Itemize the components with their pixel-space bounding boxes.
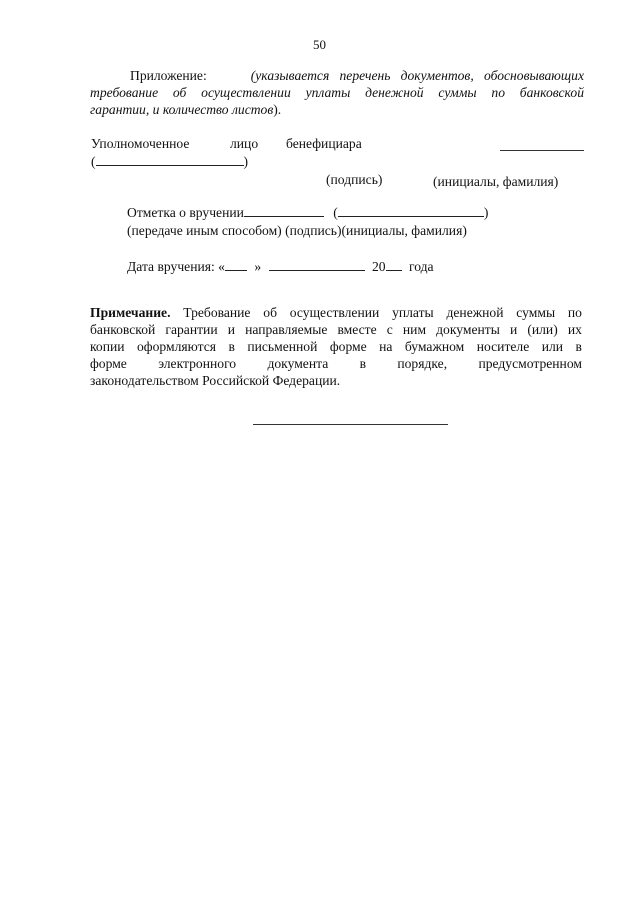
appendix-line-1 [90,67,584,84]
note-word: или [541,339,564,354]
note-word: письменной [247,339,318,354]
date-day-blank [225,258,247,271]
note-word: об [263,305,277,320]
signature-caption: (подпись) [326,172,383,187]
delivery-sublabel: (передаче иным способом) (подпись)(инициалы, фамилия) [127,223,467,238]
delivery-open-paren: ( [333,205,338,220]
delivery-date-mid: » [254,259,262,274]
note-word: осуществлении [289,305,380,320]
note-word: в [359,356,367,371]
note-word: законодательством Российской Федерации. [90,373,341,388]
delivery-label: Отметка о вручении [127,205,244,220]
note-word: бумажном [404,339,465,354]
year-blank [386,258,402,271]
note-word: и [227,322,235,337]
beneficiary-word-1: Уполномоченное [91,136,190,151]
note-word: порядке, [397,356,448,371]
appendix-line-2 [90,84,584,101]
note-paragraph [90,304,582,389]
note-word: и [509,322,518,337]
end-divider [253,424,448,425]
note-word: предусмотренном [478,356,582,371]
note-word: электронного [158,356,237,371]
note-word: документы [436,322,500,337]
appendix-line-3 [90,101,584,118]
note-heading: Примечание. [90,305,171,320]
appendix-italic-1: (указывается перечень документов, обосновывающих [250,68,584,83]
note-line-1 [90,304,582,321]
note-word: форме [329,339,367,354]
note-word: гарантии [165,322,218,337]
delivery-close-paren: ) [483,205,489,220]
delivery-mark-line [127,204,488,220]
beneficiary-word-3: бенефициара [286,136,362,151]
beneficiary-word-2: лицо [230,136,259,151]
beneficiary-name-field [91,153,248,169]
year-suffix: года [409,259,434,274]
note-word: банковской [90,322,156,337]
note-word: вместе [337,322,377,337]
note-word: их [567,322,582,337]
beneficiary-close-paren: ) [243,154,249,169]
note-word: носителе [476,339,530,354]
delivery-date-line [127,258,434,274]
note-word: форме [90,356,127,371]
note-word: суммы [516,305,556,320]
note-word: денежной [446,305,504,320]
note-word: в [575,339,582,354]
note-word: уплаты [392,305,434,320]
note-word: направляемые [245,322,328,337]
note-word: (или) [527,322,558,337]
note-line-3 [90,338,582,355]
appendix-lead: Приложение: [130,68,207,83]
note-line-2 [90,321,582,338]
name-caption: (инициалы, фамилия) [433,174,559,189]
note-word: ним [402,322,427,337]
beneficiary-open-paren: ( [91,154,96,169]
note-word: оформляются [137,339,217,354]
note-word: документа [267,356,329,371]
note-word: Требование [183,305,251,320]
note-word: на [379,339,393,354]
delivery-name-blank [338,204,484,217]
appendix-italic-2: требование об осуществлении уплаты денежной суммы по банковской [90,85,584,100]
appendix-tail: ). [273,102,282,117]
note-line-4 [90,355,582,372]
delivery-signature-blank [244,204,324,217]
note-word: копии [90,339,125,354]
beneficiary-name-blank [96,153,244,166]
year-prefix: 20 [372,259,386,274]
signature-line-top-right [500,150,584,151]
note-word: с [386,322,393,337]
note-line-5 [90,372,582,389]
note-word: в [228,339,235,354]
note-word: по [567,305,582,320]
appendix-paragraph [90,67,584,118]
delivery-date-label: Дата вручения: « [127,259,225,274]
appendix-italic-3: гарантии, и количество листов [90,102,274,117]
date-month-blank [269,258,365,271]
page-number: 50 [313,37,326,52]
